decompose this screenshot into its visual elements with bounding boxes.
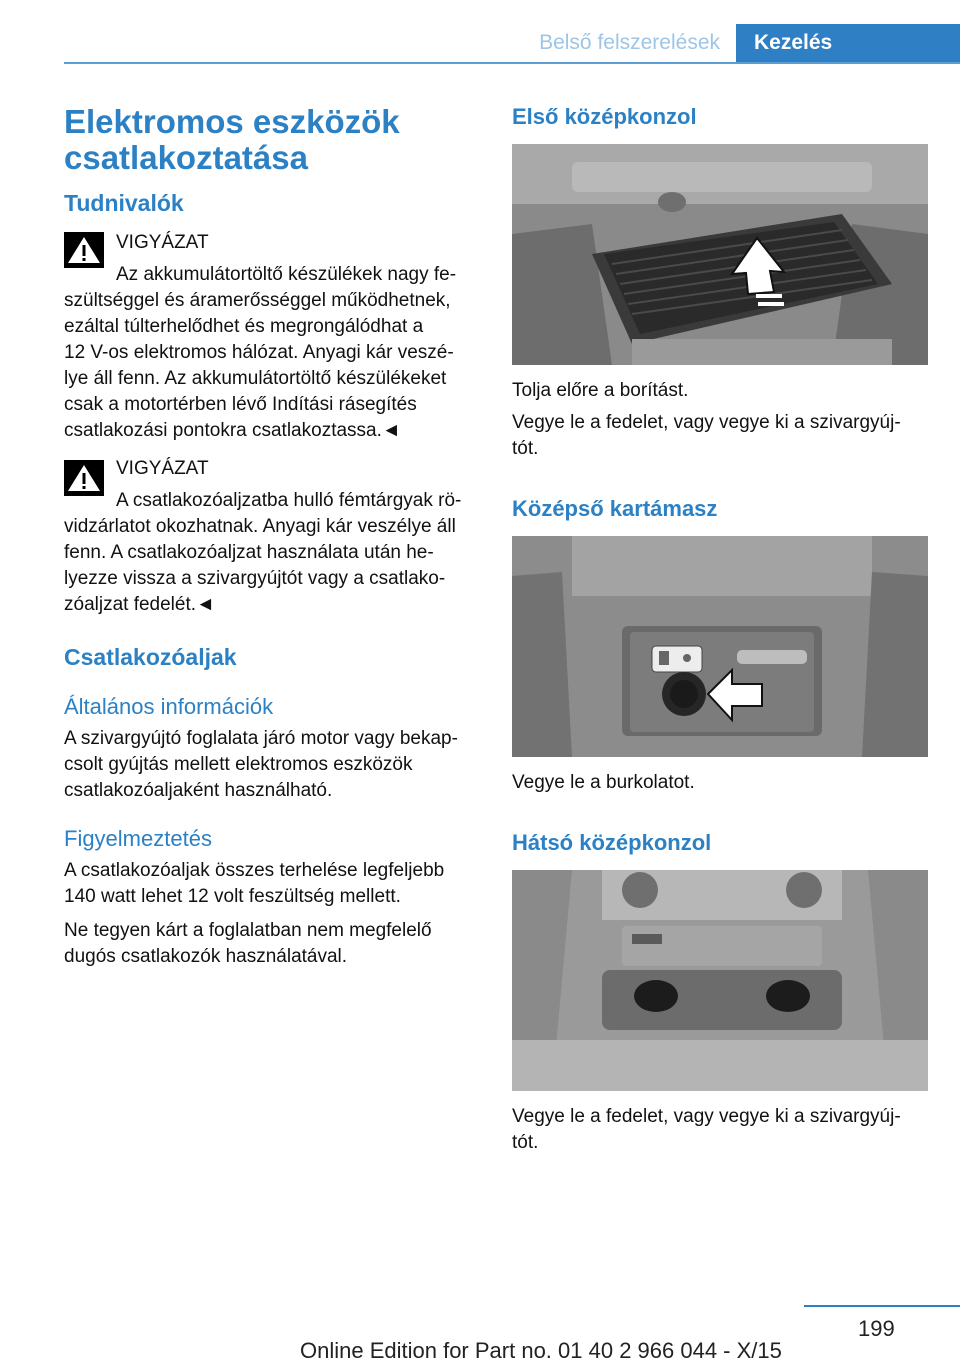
armrest-caption: Vegye le a burkolatot. [512, 772, 695, 793]
warning2-line: lyezze vissza a szivargyújtót vagy a csatlako- [64, 568, 446, 589]
warning1-line: csak a motortérben lévő Indítási rásegítés [64, 394, 417, 415]
front-caption: Vegye le a fedelet, vagy vegye ki a szivargyúj- [512, 412, 901, 433]
caution-line: Ne tegyen kárt a foglalatban nem megfelelő [64, 920, 432, 941]
chapter-tab[interactable]: Kezelés [736, 24, 960, 62]
warning2-line: A csatlakozóaljzatba hulló fémtárgyak rö- [116, 490, 462, 511]
sockets-heading: Csatlakozóaljak [64, 644, 237, 670]
rear-console-heading: Hátsó középkonzol [512, 830, 712, 855]
front-caption: tót. [512, 438, 539, 459]
warning1-label: VIGYÁZAT [116, 232, 209, 253]
edition-footer: Online Edition for Part no. 01 40 2 966 044 - X/15 [300, 1338, 782, 1363]
section-tab[interactable]: Belső felszerelések [539, 31, 720, 54]
page-title [64, 104, 400, 176]
rear-caption: Vegye le a fedelet, vagy vegye ki a szivargyúj- [512, 1106, 901, 1127]
general-info-heading: Általános információk [64, 694, 274, 719]
armrest-image [512, 536, 928, 757]
warning1-line: ezáltal túlterhelődhet és megrongálódhat a [64, 316, 424, 337]
caution-line: dugós csatlakozók használatával. [64, 946, 348, 967]
warning2-line: fenn. A csatlakozóaljzat használata után he- [64, 542, 434, 563]
warning-icon [64, 460, 104, 496]
page-title-line2: csatlakoztatása [64, 139, 308, 176]
warning2-line: vidzárlatot okozhatnak. Anyagi kár veszélye áll [64, 516, 456, 537]
warning1-line: szültséggel és áramerősséggel működhetnek, [64, 290, 451, 311]
general-info-line: csatlakozóaljaként használható. [64, 780, 333, 801]
warning1-line: csatlakozási pontokra csatlakoztassa.◄ [64, 420, 401, 441]
armrest-heading: Középső kartámasz [512, 496, 718, 521]
warning1-line: Az akkumulátortöltő készülékek nagy fe- [116, 264, 457, 285]
general-info-line: csolt gyújtás mellett elektromos eszközök [64, 754, 413, 775]
warning1-line: lye áll fenn. Az akkumulátortöltő készülékeket [64, 368, 447, 389]
caution-heading: Figyelmeztetés [64, 826, 212, 851]
page-number: 199 [858, 1316, 895, 1341]
warning2-line: zóaljzat fedelét.◄ [64, 594, 215, 615]
caution-line: A csatlakozóaljak összes terhelése legfeljebb [64, 860, 445, 881]
rear-console-image [512, 870, 928, 1091]
warning-icon [64, 232, 104, 268]
warning1-line: 12 V-os elektromos hálózat. Anyagi kár veszé- [64, 342, 454, 363]
front-console-image [512, 144, 928, 365]
caution-line: 140 watt lehet 12 volt feszültség mellett. [64, 886, 401, 907]
rear-caption: tót. [512, 1132, 539, 1153]
header-divider [64, 62, 960, 64]
front-console-heading: Első középkonzol [512, 104, 697, 129]
front-caption: Tolja előre a borítást. [512, 380, 689, 401]
page-title-line1: Elektromos eszközök [64, 103, 400, 140]
footer-divider [804, 1305, 960, 1307]
warning2-label: VIGYÁZAT [116, 458, 209, 479]
general-info-line: A szivargyújtó foglalata járó motor vagy bekap- [64, 728, 458, 749]
notes-heading: Tudnivalók [64, 190, 184, 216]
